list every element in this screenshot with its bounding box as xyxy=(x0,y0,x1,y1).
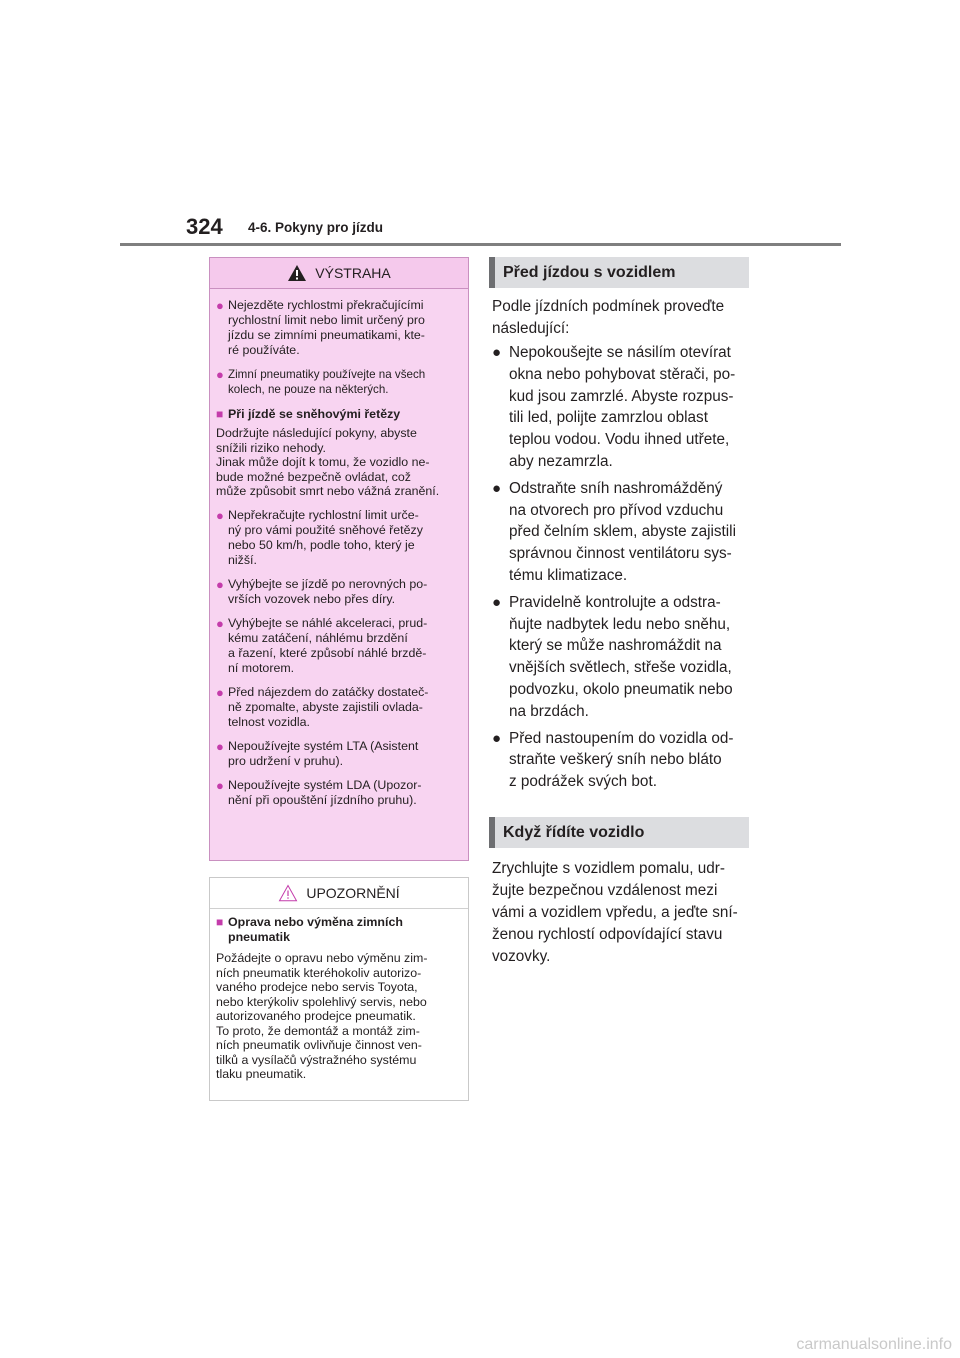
caution-title: UPOZORNĚNÍ xyxy=(306,885,400,901)
caution-header xyxy=(210,878,468,909)
bullet-dot-icon: ● xyxy=(492,593,502,611)
warning-bullet: ● Před nájezdem do zatáčky dostateč- ně zpomalte, abyste zajistili ovlada- telnost vozidla. xyxy=(216,684,429,729)
bullet-dot-icon: ● xyxy=(492,344,502,361)
warning-bullet: ● Zimní pneumatiky používejte na všech kolech, ne pouze na některých. xyxy=(216,367,426,396)
bullet-dot-icon: ● xyxy=(216,367,224,382)
warning-bullet: ● Nejezděte rychlostmi překračujícími rychlostní limit nebo limit určený pro jízdu se zimními pneumatikami, kte- ré používáte. xyxy=(216,298,425,357)
warning-subheading: ■ Při jízdě se sněhovými řetězy xyxy=(216,407,401,421)
bullet-dot-icon: ● xyxy=(216,298,224,313)
warning-triangle-icon xyxy=(287,264,307,282)
watermark: carmanualsonline.info xyxy=(796,1336,952,1353)
bullet-dot-icon: ● xyxy=(492,729,502,747)
before-driving-list xyxy=(492,342,754,798)
list-item: ● Nepokoušejte se násilím otevírat okna nebo pohybovat stěrači, po- kud jsou zamrzlé. Abyste rozpus- tili led, polijte zamrzlou oblast teplou vodou. Vodu ihned utřete, aby nezamrzla. xyxy=(492,342,754,473)
list-item: ● Odstraňte sníh nashromážděný na otvorech pro přívod vzduchu před čelním sklem, abyste zajistili správnou činnost ventilátoru sys- tému klimatizace. xyxy=(492,478,754,587)
warning-bullet: ● Nepoužívejte systém LDA (Upozor- nění při opouštění jízdního pruhu). xyxy=(216,777,422,807)
while-driving-heading: Když řídíte vozidlo xyxy=(489,817,749,848)
bullet-dot-icon: ● xyxy=(216,684,224,700)
before-driving-intro: Podle jízdních podmínek proveďte následující: xyxy=(492,298,725,337)
bullet-dot-icon: ● xyxy=(216,738,224,754)
list-item: ● Pravidelně kontrolujte a odstra- ňujte nadbytek ledu nebo sněhu, který se může nashromáždit na vnějších světlech, střeše vozidla, podvozku, okolo pneumatik nebo na brzdách. xyxy=(492,592,754,723)
square-bullet-icon: ■ xyxy=(216,407,224,421)
section-title: 4-6. Pokyny pro jízdu xyxy=(248,220,384,235)
caution-box xyxy=(209,877,469,1101)
warning-bullet: ● Vyhýbejte se jízdě po nerovných po- vrších vozovek nebo přes díry. xyxy=(216,576,428,606)
warning-title: VÝSTRAHA xyxy=(315,265,391,281)
caution-paragraph: Požádejte o opravu nebo výměnu zim- ních pneumatik kteréhokoliv autorizo- vaného prodejce nebo servis Toyota, nebo kterýkoliv spolehlivý servis, nebo autorizovaného prodejce pneumatik. To proto, že demontáž a montáž zim- ních pneumatik ovlivňuje činnost ven- tilků a vysílačů výstražného systému tlaku pneumatik. xyxy=(216,951,428,1081)
warning-bullet: ● Vyhýbejte se náhlé akceleraci, prud- kému zatáčení, náhlému brzdění a řazení, které způsobí náhlé brzdě- ní motorem. xyxy=(216,615,428,675)
warning-box xyxy=(209,257,469,861)
list-item: ● Před nastoupením do vozidla od- straňte veškerý sníh nebo bláto z podrážek svých bot. xyxy=(492,728,754,793)
warning-paragraph: Dodržujte následující pokyny, abyste snížili riziko nehody. Jinak může dojít k tomu, že vozidlo ne- bude možné bezpečně ovládat, což může způsobit smrt nebo vážná zranění. xyxy=(216,426,440,498)
bullet-dot-icon: ● xyxy=(216,777,224,793)
bullet-dot-icon: ● xyxy=(216,507,224,523)
caution-subheading: ■ Oprava nebo výměna zimních pneumatik xyxy=(216,915,403,944)
before-driving-heading: Před jízdou s vozidlem xyxy=(489,257,749,288)
warning-bullet: ● Nepřekračujte rychlostní limit urče- ný pro vámi použité sněhové řetězy nebo 50 km/h, podle toho, který je nižší. xyxy=(216,507,423,567)
header-rule xyxy=(120,243,841,246)
square-bullet-icon: ■ xyxy=(216,915,224,929)
caution-triangle-icon xyxy=(278,884,298,902)
while-driving-text: Zrychlujte s vozidlem pomalu, udr- žujte bezpečnou vzdálenost mezi vámi a vozidlem vpředu, a jeďte sní- ženou rychlostí odpovídající stavu vozovky. xyxy=(492,860,738,965)
bullet-dot-icon: ● xyxy=(492,479,502,497)
warning-bullet: ● Nepoužívejte systém LTA (Asistent pro udržení v pruhu). xyxy=(216,738,419,768)
warning-header xyxy=(210,258,468,289)
page-number: 324 xyxy=(186,214,223,239)
bullet-dot-icon: ● xyxy=(216,576,224,592)
bullet-dot-icon: ● xyxy=(216,615,224,631)
